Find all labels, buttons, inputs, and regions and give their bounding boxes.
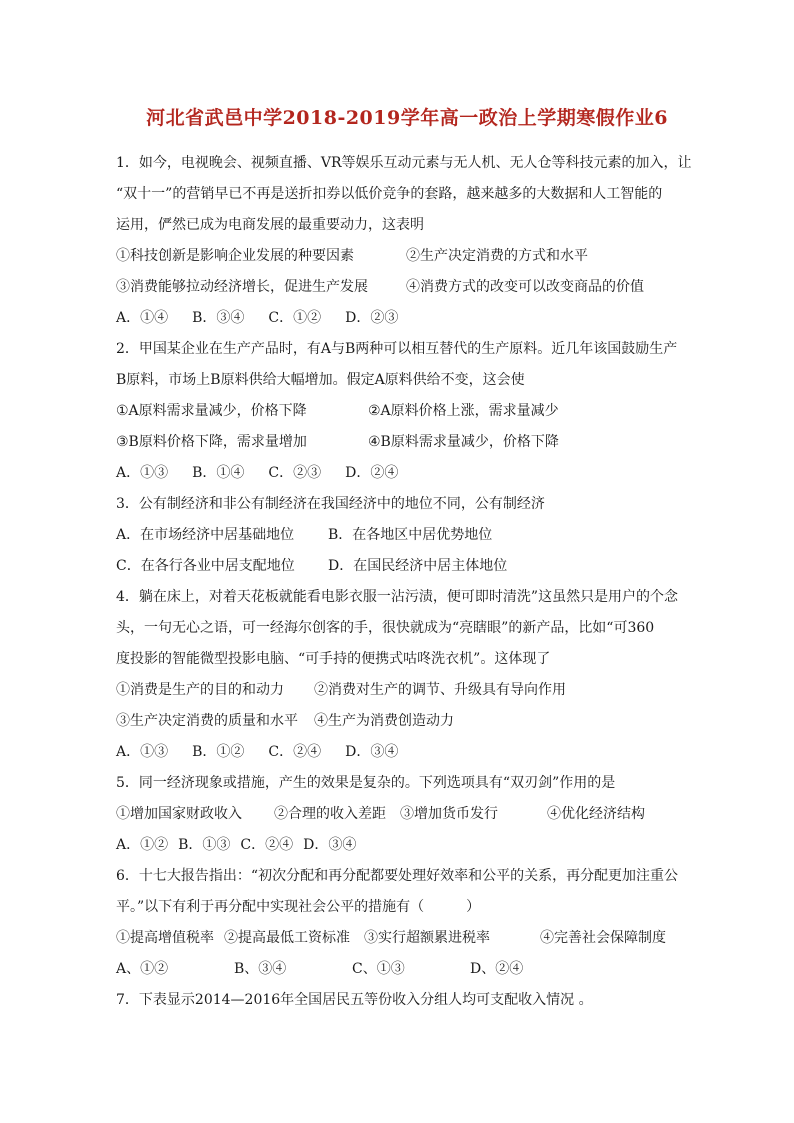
question-text-line: 平。”以下有利于再分配中实现社会公平的措施有（ ） bbox=[116, 899, 481, 915]
answer-c: C．②④ bbox=[240, 837, 294, 853]
option-3: ③消费能够拉动经济增长，促进生产发展 bbox=[116, 279, 368, 295]
option-1: ①提高增值税率 bbox=[116, 930, 214, 946]
question-text-line: 运用，俨然已成为电商发展的最重要动力，这表明 bbox=[116, 217, 424, 233]
option-1: ①科技创新是影响企业发展的种要因素 bbox=[116, 248, 354, 264]
answer-row bbox=[116, 458, 698, 489]
answer-b: B．①② bbox=[192, 744, 245, 760]
option-3: ③B原料价格下降，需求量增加 bbox=[116, 434, 307, 450]
answer-row bbox=[116, 737, 698, 768]
option-row bbox=[116, 551, 698, 582]
answer-d: D、②④ bbox=[470, 961, 524, 977]
question-text-line: B原料，市场上B原料供给大幅增加。假定A原料供给不变，这会使 bbox=[116, 372, 525, 388]
answer-c: C．②③ bbox=[268, 465, 322, 481]
answer-c: C．①② bbox=[268, 310, 322, 326]
answer-row bbox=[116, 830, 698, 861]
answer-b: B．①③ bbox=[178, 837, 231, 853]
option-row bbox=[116, 427, 698, 458]
document-title: 河北省武邑中学2018-2019学年高一政治上学期寒假作业6 bbox=[146, 107, 668, 129]
option-a: A．在市场经济中居基础地位 bbox=[116, 527, 295, 543]
option-1: ①消费是生产的目的和动力 bbox=[116, 682, 284, 698]
option-2: ②消费对生产的调节、升级具有导向作用 bbox=[314, 682, 566, 698]
question-4 bbox=[116, 582, 698, 768]
answer-d: D．②④ bbox=[345, 465, 399, 481]
answer-b: B．①④ bbox=[192, 465, 245, 481]
option-2: ②A原料价格上涨，需求量减少 bbox=[368, 403, 559, 419]
option-row bbox=[116, 396, 698, 427]
answer-c: C、①③ bbox=[352, 961, 405, 977]
option-row bbox=[116, 520, 698, 551]
question-2 bbox=[116, 334, 698, 489]
option-4: ④生产为消费创造动力 bbox=[314, 713, 454, 729]
answer-c: C．②④ bbox=[268, 744, 322, 760]
answer-row bbox=[116, 303, 698, 334]
question-text-line: 6．十七大报告指出：“初次分配和再分配都要处理好效率和公平的关系，再分配更加注重公 bbox=[116, 868, 679, 884]
question-7 bbox=[116, 985, 698, 1016]
option-4: ④优化经济结构 bbox=[547, 806, 645, 822]
option-row bbox=[116, 675, 698, 706]
answer-a: A、①② bbox=[116, 961, 169, 977]
question-text-line: “双十一”的营销早已不再是送折扣券以低价竞争的套路，越来越多的大数据和人工智能的 bbox=[116, 186, 663, 202]
answer-d: D．②③ bbox=[345, 310, 399, 326]
option-b: B．在各地区中居优势地位 bbox=[328, 527, 493, 543]
question-text-line: 1．如今，电视晚会、视频直播、VR等娱乐互动元素与无人机、无人仓等科技元素的加入，让 bbox=[116, 155, 692, 171]
option-3: ③实行超额累进税率 bbox=[364, 930, 490, 946]
option-row bbox=[116, 706, 698, 737]
option-3: ③生产决定消费的质量和水平 bbox=[116, 713, 298, 729]
question-1 bbox=[116, 148, 698, 334]
answer-b: B．③④ bbox=[192, 310, 245, 326]
option-row bbox=[116, 799, 698, 830]
question-text-line: 4．躺在床上，对着天花板就能看电影衣服一沾污渍，便可即时清洗”这虽然只是用户的个念 bbox=[116, 589, 679, 605]
option-c: C．在各行各业中居支配地位 bbox=[116, 558, 295, 574]
answer-row bbox=[116, 954, 698, 985]
option-d: D．在国民经济中居主体地位 bbox=[328, 558, 508, 574]
question-5 bbox=[116, 768, 698, 861]
answer-a: A．①④ bbox=[116, 310, 169, 326]
answer-a: A．①③ bbox=[116, 744, 169, 760]
option-row bbox=[116, 241, 698, 272]
option-4: ④B原料需求量减少，价格下降 bbox=[368, 434, 559, 450]
question-text-line: 2．甲国某企业在生产产品时，有A与B两种可以相互替代的生产原料。近几年该国鼓励生产 bbox=[116, 341, 678, 357]
answer-d: D．③④ bbox=[303, 837, 357, 853]
answer-d: D．③④ bbox=[345, 744, 399, 760]
option-3: ③增加货币发行 bbox=[400, 806, 498, 822]
question-text-line: 头，一句无心之语，可一经海尔创客的手，很快就成为“亮瞎眼”的新产品，比如“可360 bbox=[116, 620, 655, 636]
question-3 bbox=[116, 489, 698, 582]
option-row bbox=[116, 923, 698, 954]
option-1: ①A原料需求量减少，价格下降 bbox=[116, 403, 307, 419]
option-2: ②生产决定消费的方式和水平 bbox=[406, 248, 588, 264]
option-row bbox=[116, 272, 698, 303]
question-text-line: 5．同一经济现象或措施，产生的效果是复杂的。下列选项具有“双刃剑”作用的是 bbox=[116, 775, 616, 791]
question-text-line: 度投影的智能微型投影电脑、“可手持的便携式咕咚洗衣机”。这体现了 bbox=[116, 651, 551, 667]
question-text-line: 7．下表显示2014—2016年全国居民五等份收入分组人均可支配收入情况 。 bbox=[116, 992, 593, 1008]
option-4: ④消费方式的改变可以改变商品的价值 bbox=[406, 279, 644, 295]
question-text-line: 3．公有制经济和非公有制经济在我国经济中的地位不同，公有制经济 bbox=[116, 496, 545, 512]
answer-b: B、③④ bbox=[234, 961, 287, 977]
answer-a: A．①③ bbox=[116, 465, 169, 481]
option-4: ④完善社会保障制度 bbox=[540, 930, 666, 946]
option-1: ①增加国家财政收入 bbox=[116, 806, 242, 822]
question-6 bbox=[116, 861, 698, 985]
answer-a: A．①② bbox=[116, 837, 169, 853]
option-2: ②提高最低工资标准 bbox=[224, 930, 350, 946]
option-2: ②合理的收入差距 bbox=[274, 806, 386, 822]
